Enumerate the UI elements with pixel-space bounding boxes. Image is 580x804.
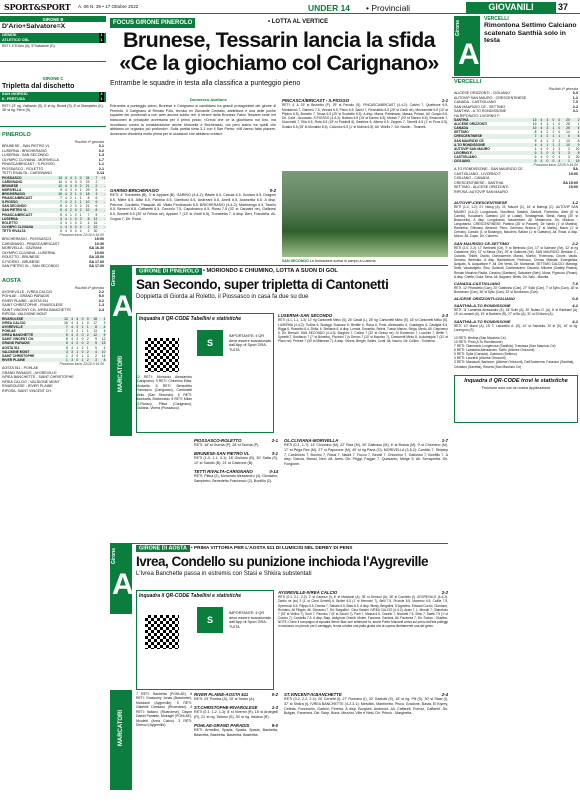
divider <box>110 543 448 544</box>
marcatori-badge: MARCATORI <box>110 690 132 790</box>
newspaper-logo[interactable]: SPORT&SPORT <box>4 2 71 12</box>
fixture-row: RIVAROLESE - RIVER PLAINE <box>2 384 53 389</box>
pinerolo-next <box>0 237 106 268</box>
table-row: ROLETTO 3 4 1 0 3 4 16 - <box>2 220 106 225</box>
table-row: IVREA CALCIO 10 4 3 1 0 17 3 <box>2 320 106 325</box>
marcatori-text: 7 RETI: Bastretta (POHLAE). 6 RETI: Grassomy Jonas (Banchette), Marcianti (Aygreville). 5 RETI: Gabrielli Damiano (Rivarolese). 4 RETI: Italiano (Rivarolese), Dayne Daniel Panable, Moiraghi (POHLAE), Nicoletti (Ivrea Calcio). 3 RETI: Demozi (Aygreville). <box>136 692 192 727</box>
table-row: S.PIOSSO 7 4 2 1 1 10 9 - <box>2 200 106 205</box>
fixture-row: AOSTA 511 - POHLAE <box>2 366 39 371</box>
marcatori-item: 5 RETI: Sylla (Canada), Calciano (Settimo) <box>454 352 517 357</box>
match-result-luserna: LUSERNA-SAN SECONDO 1-3 RETI (4-1, 1-1, 1-3): 12' rig Cantonetti Mirko (S), 26' Casali (L), 28' rig. Cantonetti Mirko (S), 18' st Cantonetti Mirko (S). LUSERNA (4-4-2): Tudina 6, Broaggi, Sussone 6, Bertille 6, Ricca 6, Poris, Alessandro 6, Guadagno 6, Castiglia 6.5, Rigga 6, Rossetto 6.4, Zhilla, 6, Stellanie 6. A disp. Lorrani, Dossetto, Seleni, Tussio Manzo, Siriga, Merlo. All. Carpineno 6. Dir. Brenchi. SAN SECONDO (4-4-3): Borghini 7, Collino 7 (32' st Gesso ne), Di Domenico 7, Lucchini 7, Beltiri 7, Spinetti 7, Bonifacio 7 (7' st Bonetto), Piccinini 7 (s Denon 7 (10' st Maurizo 7), Cantonetti Mirko 8, Ludotroppia 7 (31' st Picco ne), Pereira 7 (30' st Milanese 7). A disp. Viviers, Berger, Salles, Conti. All. Insunu. Dir. Collino - Trolisena. <box>278 313 448 344</box>
aosta-subtitle: Risultati 4ª giornata <box>74 285 104 290</box>
match-result: SAN MAURIZIO CE-SETTIMO 2-2 RETI (2-0, 2-2): 17' Bertinetti (Ce), 9' st Bertinato (Ce), 17' st Galeone (Se), 32' st rig Cataleone (Se), 37' st Meica (Se), 29' st Galleone (Se). SAN MAURIZIO: Bertolaz C., Cutardo, Tinilini, Osorio, Donnacreme, Manzo, Mortini, Trivienano, Cirone, Vaullo, Serrano, Bertinato. A disp. Bachiafcioni, Pedrocco, Ceruso Mishate, Evangelista, Azquato, N. Acquattone F. All. Del Vento, Dir. Montanari. SETTIMO CALCIO: Marangi, Sesti, Vacobalgeto, Sibo, Guistotti, Cavismaveno, Daccola, Milonne (Gaifelp Piastra), Renato Maurizio Radici, Cassino (Gaetano), Salvatore (Neri), Mona, Pignocco (Pisani). A disp. Cheffe, Gioia, Sena. All. Bagnero. Berlis. Dir. Salo - Maurita. <box>454 240 578 279</box>
score-row: K. PERTUSA 1 <box>0 97 106 102</box>
table-row: AYGREVILLE 7 4 2 1 1 8 4 <box>2 324 106 329</box>
article-body: Entrambe a punteggio pieno, Brunese e Carignano si candidano tra grandi protagoniste del girone di Pinerolo. Il Carignano di Renato Pôlo, tecnico ex Giovanile Centallo, addirittura è una delle poche squadre dei provinciali a non aver ancora subito reti. A tenere della Brunese Fabio Tessarin vede nei bianconeri la principale avversaria per il primo posto: «Credo che ce la giochiamo noi loro, ma ricordiamo contro la considerazione anche Morivella e Bricherasio, noi però siamo tra quelli che abbiamo un organico più profondo». Sulla partita vinta 3-1 con il San Pietro: «Mi hanno fatto piacere, dovevamo chiuderla molto prima per le occasioni che abbiamo creato». <box>110 104 276 137</box>
girone-c-headline: Tripletta dal dischetto <box>2 83 75 91</box>
fixture-row: MORIVELLA - GAZRANI SA 16.30 <box>2 246 104 251</box>
table-row: SAN PIETRO VL 6 4 2 0 2 10 8 - <box>2 208 106 213</box>
result-row: POHLAE - GRAND PARADIS 9-0 <box>2 294 104 299</box>
vercelli-table <box>452 118 580 163</box>
fixture-row: CASTIGLIANO - LIVORNO F. 15:00 <box>454 171 578 176</box>
pinerolo-standings <box>0 131 106 269</box>
table-row: AUTOVIP SAN MAURO 1 4 0 1 3 3 20 <box>454 146 580 151</box>
result-row: CANADA - CASTIGLIANO 7-0 <box>454 100 578 105</box>
table-row: PINASCA/BRICAST 5 4 1 2 1 7 5 - <box>2 212 106 217</box>
table-row: ALICESE ORIZZONTI 10 4 3 1 0 28 1 <box>454 122 580 127</box>
girone-c-title: GIRONE C <box>42 76 64 82</box>
section2-header: GIRONE DI PINEROLO • MORIONDO E CHIUMINO, LOTTA A SUON DI GOL San Secondo, super tripletta di Cantonetti Doppietta di Giorda al Roletto, il Piossasco in casa fa due su due <box>136 268 389 300</box>
match-result-stvincent: ST.VINCENT-IV.BANCHETTE 2-4 RETI (0-2, 2-2, 2-4): 20' Cerretti (I), 27' Romano (I), 32' Gaelotti (S), 18' st rig. Pili (S), 30' st Stasi (I), 37' st Shikra (I). IVREA BANCHETTE (4-2-3-1): Merollini, Mantinetto, Pisco, Gradone, Basta, El Kiyrey, Cetetta, Fonninello, Garbini, Pereria. A disp. Borghini, Andreoni. All. Caffareli, Frenzo, Caffareli. Dir. Bulgan, Panerrea, Dirl. Barp, Bona, Mezzini, Ville e Nesi, Dir. Prieco - Marghetta. <box>284 692 448 716</box>
table-row: VALDIGNE MONT 4 3 1 0 2 4 10 <box>2 349 106 354</box>
table-row: SAN SECONDO 6 4 2 0 2 21 6 - <box>2 204 106 209</box>
fixture-row: OLYMPIC CLIVIANA - LUSERNA 10:00 <box>2 250 104 255</box>
table-row: IVREA BANCHETTE 6 4 2 0 2 12 9 <box>2 333 106 338</box>
vercelli-marcatori <box>452 336 580 369</box>
match-result: AUTOVIP-CRESCENTINESE 1-2 RETI (1-0, 1-2): 21' Niang (A), 21' Macchi (C), 16' st Matrugi (C). AUTOVIP SAN MAURO (4-4-2): Longobardo, Nocofiera, Sabaidi, Santoni, Florentino, Alimi (8' st Carello), Kouasseh, Gaetano (24' st Lodali), Tchatagenda, Stella, Niang (30' st Bracucella). A disp. Longobardo, Nascimbeni. All. Matamoros. Dir. Mizacco - Longobardo. CRESCENTINESE: Pantina (28' st Paravet), De Nardo (1' st Martina), Ramirella, Ghinassi, Albanuit, Ferro, Germaro, Branca (1' st Martis), Macio (1' st Cerrato), Canullo (1' st Busango), Macchini, Ballion (1' st Gaetano). All. Rossi. A disp. Moros. All. Capio. Dir. Calorero. <box>454 200 578 239</box>
vercelli-title: VERCELLI <box>454 79 482 85</box>
marcatori-item: 10 RETI: Pirai (A.To Rondissone) <box>454 339 503 344</box>
table-row: CARIGNANO 12 4 4 0 0 23 2 - <box>2 179 106 184</box>
result-row: LUSERNA - BRICHERASIO 0-2 <box>2 148 104 153</box>
app-icon[interactable]: S <box>197 607 223 633</box>
result-row: SANTHIÀ - A.TO RONDISSONE 4-1 <box>454 109 578 114</box>
pinerolo-subtitle: Risultati 4ª giornata <box>74 139 104 144</box>
table-row: PIOSSASCO 13 4 4 1 0 34 7 +1 <box>2 175 106 180</box>
fixture-row: A.TO RONDISSONE - SAN MAURIZIO CE SA <box>454 167 578 172</box>
fixture-row: BRICHERASIO - PIOSSASCO 15:00 <box>2 237 104 242</box>
pinerolo-results <box>0 144 106 175</box>
fixture-row: CRESCENTINESE - SANTHIÀ SA 15:00 <box>454 180 578 185</box>
table-row: SETTIMO 8 4 2 2 0 14 4 <box>454 130 580 135</box>
section-label: GIOVANILI <box>466 2 556 13</box>
fixture-row: SETTIMO - ALICESE ORIZZONTI 15:00 <box>454 185 578 190</box>
fixture-row: CIGLIANO - CANADA <box>454 176 490 181</box>
marcatori-item: 13 RETI: Bertina (San Maurizio Ce) <box>454 335 506 340</box>
score-row: ATLETICO CBL 1 <box>0 38 106 43</box>
result-row: PINASCA/BRICAST - S.PIOSSO 1-1 <box>2 162 104 167</box>
table-row: MORIVELLA 9 4 3 0 1 29 5 - <box>2 187 106 192</box>
marcatori-item: 6 RETI: Lamantia Alessandro, Sciflo (Alicese Orizzonti) <box>454 348 535 353</box>
table-row: SAN MAURIZIO CE 5 4 1 2 1 13 8 <box>454 138 580 143</box>
scorers-text: RETI: 4°D'Ario (A), 5°Salvatore (G). <box>2 44 56 49</box>
app-icon[interactable]: S <box>197 330 223 356</box>
issue-meta: A. 06 N. 39 • 17 Ottobre 2022 <box>78 4 139 9</box>
table-row: PINASCA/BRICAST 7 4 2 1 1 8 6 - <box>2 196 106 201</box>
fixture-row: ROLETTO - BRUNESE SA 15.00 <box>2 255 104 260</box>
match-result-aygreville: AYGREVILLE-IVREA CALCIO 2-2 RETI (0-1, 2-1, 2-2): 2' st Gavezzi (I), 6' st Marcianti (A), 35' st Demozi (A), 36' st Condello (I). AYGREVILLE (4-4-2): Zanilo ne (sc) 3 (1' st Cima Sonetti) 6, Bulleri 6.5 (1' st Mennieri 7), Belli 7.5, Picciole 6.5, Marzeno 6.5, Cotille 7.5, Spermiolo 6.5, Filippo 6.5, Denisa 7, Sabato 6.5, Biasi 6.5, A disp. Biesly, Bergallini, D'Agostino, Edward Curzio, Giordano, Romano, Ali Filippin. All. Dimazeci 7. Dir. Borgallini - Gina Sandei. IVREA CALCIO (4-4-2): Arato 7, L. Mendri 7, Glabobolo 7 (32' st Vellino 7), Sorti 7, Paunicu 7 (5' st Zacchi 7), Parli 7, Massa 6.5, Cavallo 7, Nicolotti 7.5, Sibic 7, Saetti 7.5 (1' st Coston 7), Condella 7.5. A disp. Barp, Astigrone Orsetti, Moteri, Fancona, Gardani. All. Panerrea 7. Dir. Sodan - Giustino. NOTE: Come il compagno di squadra Ilenne Biac due settimane fa, anche Pietro Marcanti arriva sul primo dell'età palleggi in esclusivo un piccolo per il vantaggio, ferma un'altra una palla giusta che la supera direttamente una del gesto. <box>278 590 448 629</box>
match-result: SANTHIÀ-A.TO RONDISSONE 4-1 RETI: 11' Lamantia Alessandro (A), 18' Scifo (A), 30' Notaro D. (A), 6' st Rabbiani (A), 19' st Lamanti (A), 19' st Barberis (R), 27' st Bo (A), 31' st Di Mario (A). <box>454 303 578 317</box>
vercelli-standings <box>452 78 580 194</box>
fixture-row: CARIGNANO - PINASCA/BRICAST 10:30 <box>2 241 104 246</box>
table-row: LUSERNA 3 4 1 0 3 8 12 - <box>2 216 106 221</box>
article-author: Domenico Avallone <box>190 97 227 102</box>
result-row: SAN MAURIZIO CE - SETTIMO 2-2 <box>454 104 578 109</box>
region-label: • Provinciali <box>366 3 411 13</box>
table-row: LIVORNO F. 0 3 0 0 3 3 8 <box>454 150 580 155</box>
table-row: SAINT VINCENT CH. 6 4 2 0 2 9 12 <box>2 337 106 342</box>
page-number: 37 <box>558 2 569 12</box>
vercelli-next <box>452 167 580 194</box>
girone-badge: Girone A <box>110 266 132 336</box>
qr-code-icon[interactable] <box>145 338 179 372</box>
match-result-garino: GARINO-BRICHERASIO 0-2 RETI: 4' Trombetta (B), 3' st Appiani (B). GARINO (4-4-2): Basile 6.5, Casula 6.5, Scolaro 6.5, Dragoni 6.5, Miele 6.5, Allisi 6.5, Pantina 6.5, Gambosi 6.5, Andreani 6.5, Anelli 6.5, Avanzella 6.5. A disp. Petrone, Cordiello, Pasquali. All. Vitale Ferdinando 6.5. BRICHERASIO (4-4-2): Martinengo 6.5, Tarello 6.5, Benech 6.5, Caffaretti 6.5, Cenzolo 7.5, Capobianco 6.5, Rossi 7.5 (32' st Carpiani ne), Gallinesi 6.5, Bonetti 6.5 (30' st Felizia ne), Appiani 7 (15' st Vioth 6.5), Trombetta 7. A disp. Bert, Frandella. All. Gogna 7. Dir. Rosa. <box>110 188 276 221</box>
fixture-row: RIPOSA: SAINT VINCENT CH. <box>2 388 52 393</box>
match-result: SANTHIÀ-A.TO RONDISSONE 4-1 RETI: 10' Mauri (A), 15' T. Lacariello A. (S), 10' st Sandella, 20 st (S), 16' st rig. Lorengoro (S). <box>454 318 578 332</box>
qr-box: Inquadra il QR-CODE Tabellini e statistiche S IMPORTANTE: il QR deve essere scansionato dall'App di Sport GRA-TUITA <box>136 313 274 433</box>
result-row: BRUNESE - SAN PIETRO VL 3-1 <box>2 144 104 149</box>
vercelli-headline-box: VERCELLI Rimontona Settimo Calciano scatenato Santhià solo in testa <box>484 16 577 45</box>
vercelli-results <box>452 91 580 118</box>
result-row: SAINT CHRISTOPHE - RIVAROLESE 1-3 <box>2 303 104 308</box>
fixture-row: RIPOSA: AUTOVIP SAN MAURO <box>454 189 508 194</box>
match-result-riverplaine: RIVER PLAINE-AOSTA 511 0-2 RETI: 29' Pomba (A), 15' st Sedro (A). ST.CHRISTOPHE-RIVAROLESE 1-3 RETI (0-1, 1-2, 1-3): 8' st Vivermi (R), 15' st Ardegelli (R), 21' st rig. Tallano (S), 35' st rig. Italiano (R). POHLAE-GRAND PARADIS 9-0 RETI: Armellini, Spada, Spada, Spada, Bastretta, Bastretta, Bastretta, Bastretta, Bastretta. <box>194 692 278 737</box>
marcatori-text: 12 RETI: Moriondo Alessandro (Carignano). 9 RETI: Chiumino Elisa, Morivella. 8 RETI: Benedetto Francesco (Carignano), Cantonetti Mirko (San Secondo). 6 RETI: Bambaria, Bricherasio. 5 RETI: Milan (S.Piosso), Pitisa (Carignano), Giuliana, Vinerà (Piossasco). <box>136 375 192 410</box>
marcatori-item: 4 RETI: Laurenti (Alicese Orizzonti) <box>454 356 506 361</box>
result-row: TETTI RIVALTA - CARIGNANO 0-14 <box>2 171 104 176</box>
result-row: OLYMPIC CLIVIANA - MORIVELLA 1-7 <box>2 157 104 162</box>
category-label: UNDER 14 <box>308 3 351 13</box>
photo-caption: SAN SECONDO La formazione scesa in campo a Luserna <box>282 259 376 263</box>
table-row: GRAND PARADIS 6 4 2 0 2 5 15 <box>2 341 106 346</box>
table-row: OLYMPIC CLIVIANA 1 4 0 0 4 2 22 - <box>2 224 106 229</box>
table-row: A.TO RONDISSONE 4 4 1 1 2 10 9 <box>454 142 580 147</box>
aosta-results <box>0 290 106 317</box>
girone-badge: Girone A <box>110 544 132 614</box>
match-result: CANADA-CASTIGLIANO 7-0 RETI: 12' Pirandetlo (Can), 20' Gabbiano (Can), 27' Syllo (Can), 7' st Syllo (Can), 18' st Bordonaro (Can), 36' st Syllo (Can), 32' st Bordonaro (Can). <box>454 280 578 295</box>
vercelli-subtitle: Risultati 4ª giornata <box>548 86 578 91</box>
table-row: CRESCENTINESE 7 4 2 1 1 5 8 <box>454 134 580 139</box>
next-round-title: Prossimo turno 22/10 h.16.00 <box>59 233 104 238</box>
result-row: RIPOSA: VALDIGNE MONT <box>2 312 48 317</box>
girone-b-headline: D'Ario+Salvatore=X <box>2 23 66 31</box>
qr-promo-box: Inquadra il QR-CODE trovi le statistiche Fruizione solo con la nostra Applicazione <box>454 375 578 423</box>
marcatori-item: 3 RETI: Marcaudi, Barbone, (Alicese Orizzonti), Dell'Amiserna, Fassone (Santhià), Cristiano (Santhià), Ravera (San Maurizio Ce) <box>454 360 575 369</box>
table-row: SAINT CHRISTOPHE 1 4 0 1 3 2 14 <box>2 353 106 358</box>
pinerolo-title: PINEROLO <box>2 132 31 139</box>
fixture-row: GRAND PARADIS - AYGREVILLE <box>2 370 57 375</box>
score-row: GENESI 1 <box>0 33 106 38</box>
result-row: PIOSSASCO - ROLETTO 2-1 <box>2 166 104 171</box>
result-row: SAINT VINCENT CH.-IVREA BANCHETTE 2-4 <box>2 307 104 312</box>
fixture-row: IVREA BANCHETTE - SAINT CHRISTOPHE <box>2 375 74 380</box>
article-kicker: FOCUS GIRONE PINEROLO <box>110 18 195 28</box>
girone-c-box <box>0 76 106 127</box>
result-row: RIVER PLAINE - AOSTA 511 0-2 <box>2 298 104 303</box>
right-column <box>452 16 580 423</box>
qr-note: IMPORTANTE: il QR deve essere scansionato dall'App di Sport GRA-TUITA <box>229 611 272 630</box>
table-row: BRICHERASIO 10 4 3 1 0 18 3 - <box>2 192 106 196</box>
page-header <box>0 0 580 14</box>
aosta-title: AOSTA <box>2 277 21 284</box>
girone-b-title: GIRONE B <box>0 16 106 22</box>
team-photo <box>282 171 448 257</box>
section3-header: GIRONE DI AOSTA • PRIMA VITTORIA PER L'AOSTA 511 DI LUMICISI NEL DERBY DI PENS Ivrea, Condello su punizione inchioda l'Aygreville L'Ivrea Banchette passa in estremis con Stasi e Shkira substentati <box>136 545 429 577</box>
table-row: SANTHIÀ 13 4 4 0 0 20 2 <box>454 118 580 123</box>
aosta-standings <box>0 277 106 393</box>
aosta-table <box>0 317 106 362</box>
table-row: POHLAE 7 4 2 1 1 13 4 <box>2 329 106 334</box>
table-row: AOSTA 511 5 4 1 2 1 5 4 <box>2 345 106 350</box>
next-round-title: Prossimo turno 22/10 h.16.00 <box>59 361 104 366</box>
left-column <box>0 16 106 393</box>
scorers-text: RETI: 22' rig. Vuillavoic (S), 5' st rig. Biondi (S), 8' st Giampietro (K), 38' st rig. Ferro (S). <box>2 103 104 112</box>
match-result: ALICESE ORIZZONTI-CIGLIANO 0-0 <box>454 296 578 302</box>
result-row: ALICESE ORIZZONTI - CIGLIANO 0-0 <box>454 91 578 96</box>
qr-note: IMPORTANTE: il QR deve essere scansionato dall'App di Sport GRA-TUITA <box>229 334 272 353</box>
match-result-piossasco: PIOSSASCO-ROLETTO 2-1 RETI: 16' st Giorda (P), 28' st Giorda (P). BRUNESE-SAN PIETRO VL 3-1 RETI (1-0, 1-1, 3-1): 18' Giuliano (B), 30' Satta (S), 12' st Salotto (B), 21' st Castrone (B). TETTI RIVALTA-CARIGNANO 0-14 RETI: Pitisa (2), Moriondo Alessandro (4), Giordano, Sampietro, Benedetto Francesco (2), Bonfilio (2). <box>194 438 278 483</box>
article-kicker-2: • LOTTA AL VERTICE <box>268 19 329 25</box>
girone-badge: Girone A <box>454 16 480 76</box>
divider <box>110 265 448 266</box>
aosta-next <box>0 366 106 393</box>
fixture-row: SAN PIETRO VL - SAN SECONDO SA 17.00 <box>2 264 104 269</box>
table-row: TETTI RIVALTA 0 4 0 0 4 2 30 - <box>2 228 106 233</box>
table-row: RIVER PLAINE 1 3 0 1 2 3 8 <box>2 357 106 362</box>
fixture-row: IVREA CALCIO - VALDIGNE MONT <box>2 379 60 384</box>
match-result-pinasca: PINCASCA/BRICAST - S.PIOSSO 1-1 RETI: 4' & 19' st Brunetto (P), 29' st Peculio (S). PINCASCA/BRICAST (4-4-2): Calvini 7, Quattrone 6.5, Montanino 7, Gamero 7.5, Vinzani 6.5, Pierci 6.5, Sachi 7, Pezzutello 6.5 (25' st Cardi ne), Mezzanotte 6.5 (10' st Pilpino 6.5), Bonetto 7, Tessa 6.5 (25' st Scubelle 6.5). A disp. Marra, Palmisano, Massa, Peloso. All. Gorgio 6.5. Dir. Calvi - Accosato. S.PIOSSO (4-4-2): Bottaro 6.5 (15' st Daneo 6.5), Musso 7 (20' st Stanco 6.5), Emanuele 7, Mucchetti 7, Elia 6.5, Rota 6.5 (19' st Paiolelli 6), Beatrice 6, Albera 6.5, Zeppes 7, Tarnelli 6.5 (1' st Pons 6.5), Sciabo 6.5 (25' st Munaldo 6.5), Colombo 6.5 (1' st Molina 6.5). All. Vitiello 7. Dir. Nicolin - Tinanelli. <box>282 98 448 129</box>
result-row: AYGREVILLE - IVREA CALCIO 2-2 <box>2 289 104 294</box>
marcatori-item: 7 RETI: Gianmario Longenose (Santhià), Travessa (San Maurizio Ce) <box>454 344 556 349</box>
article-lead: Entrambe le squadre in testa alla classifica a punteggio pieno <box>110 80 301 87</box>
score-row: SAN GIORGIO 3 <box>0 92 106 97</box>
next-round-title: Prossimo turno 22/10 h.16.00 <box>533 163 578 168</box>
article-headline: Brunese, Tessarin lancia la sfida «Ce la giochiamo col Carignano» <box>119 28 439 75</box>
table-row: RIVAROLESE 12 4 4 0 0 18 1 <box>2 316 106 321</box>
vercelli-box <box>452 16 580 78</box>
result-row: HA RIPOSATO: LIVORNO F. <box>454 113 500 118</box>
qr-code-icon[interactable] <box>145 615 179 649</box>
qr-box: Inquadra il QR-CODE Tabellini e statistiche S IMPORTANTE: il QR deve essere scansionato dall'App di Sport GRA-TUITA <box>136 590 274 690</box>
table-row: BRUNESE 12 4 4 0 0 21 2 - <box>2 183 106 188</box>
pinerolo-table <box>0 176 106 234</box>
match-result-cliviana: OL.CLIVIANA-MORIVELLA 1-7 RETI (0-1, 1-7): 14' Chiumino (M), 22' Raiz (M), 30' Gaitosso (M), 6' st Brasia (M), 9' st Chiumino (M), 17' st Pega Rev (M), 27' st Papurone (M), 40' st rig Pana (O). MORIVELLA (3-5-2): Cardillo 7, Striptep 7, Cardelloro 7, Bonino 7, Rossi 7, Naddi 7, Fucco 7, Bevali 7, Chiumino 7, Gaitosso 7, Bonfilio 7. A disp. Garcia, Bressi, Neri. All. Aresi. Dir. Priggi, Faggio 7. Quasanto, Melge 5. All. Sevapretta. Dir. Fongione. <box>284 438 448 467</box>
table-row: CANADA 10 4 3 1 0 25 5 <box>454 126 580 131</box>
vercelli-match-reports <box>452 200 580 331</box>
fixture-row: S.PIOSSO - BRUNESE SA 17.00 <box>2 259 104 264</box>
result-row: AUTOVIP SAN MAURO - CRESCENTINESE 1-2 <box>454 95 578 100</box>
table-row: CIGLIANO 0 4 0 0 4 1 16 <box>454 159 580 164</box>
table-row: CASTIGLIANO 0 4 0 0 4 3 30 <box>454 155 580 160</box>
marcatori-badge: MARCATORI <box>110 336 132 436</box>
girone-b-box <box>0 16 106 62</box>
result-row: LUSERNA - SAN SECONDO 1-3 <box>2 153 104 158</box>
